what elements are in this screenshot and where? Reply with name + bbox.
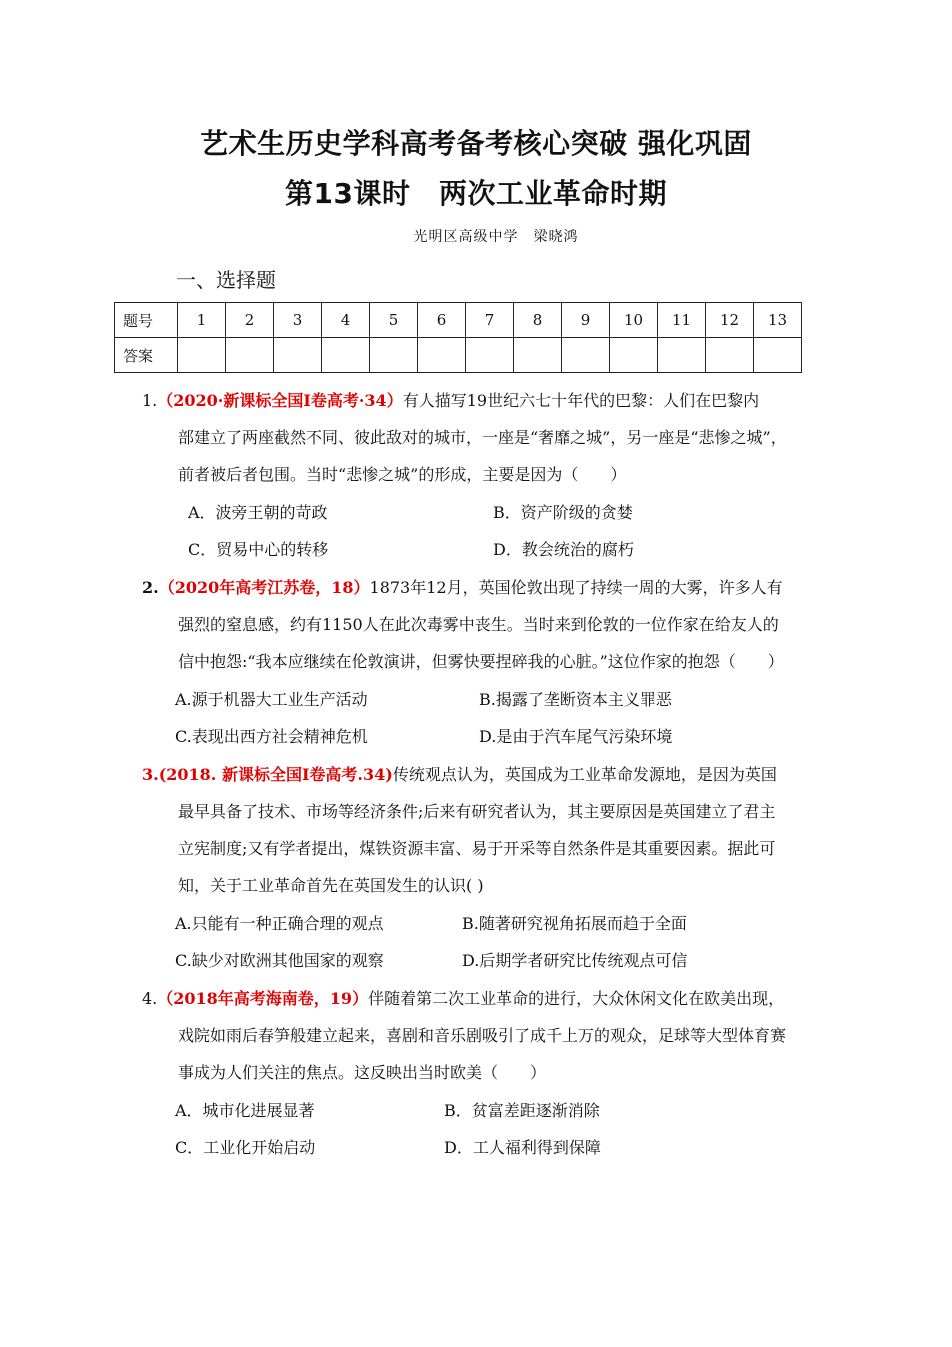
question-text: 戏院如雨后春笋般建立起来，喜剧和音乐剧吸引了成千上万的观众，足球等大型体育赛 [178, 1026, 787, 1045]
answer-cell[interactable] [754, 338, 802, 373]
answer-cell[interactable] [274, 338, 322, 373]
option-d[interactable]: D．教会统治的腐朽 [493, 540, 634, 559]
question-text: 伴随着第二次工业革命的进行，大众休闲文化在欧美出现， [368, 989, 785, 1008]
question-number-row [115, 303, 802, 338]
option-b[interactable]: B.揭露了垄断资本主义罪恶 [479, 690, 672, 709]
question-number: 2. [142, 578, 159, 597]
question-text: 前者被后者包围。当时“悲惨之城”的形成，主要是因为（ ） [178, 465, 627, 484]
question-text: 强烈的窒息感，约有1150人在此次毒雾中丧生。当时来到伦敦的一位作家在给友人的 [178, 615, 779, 634]
option-b[interactable]: B．贫富差距逐渐消除 [444, 1101, 600, 1120]
question-text: 部建立了两座截然不同、彼此敌对的城市，一座是“奢靡之城”，另一座是“悲惨之城”， [178, 428, 787, 447]
question-text: 有人描写19世纪六七十年代的巴黎：人们在巴黎内 [402, 391, 760, 410]
option-c[interactable]: C.表现出西方社会精神危机 [175, 727, 368, 746]
answer-table [114, 302, 802, 373]
author-line: 光明区高级中学 梁晓鸿 [413, 229, 579, 245]
answer-cell[interactable] [370, 338, 418, 373]
row-label-answer: 答案 [115, 338, 178, 373]
page-title: 艺术生历史学科高考备考核心突破 强化巩固 [200, 127, 752, 160]
question-text: 信中抱怨:“我本应继续在伦敦演讲，但雾快要捏碎我的心脏。”这位作家的抱怨（ ） [178, 652, 784, 671]
question-text: 最早具备了技术、市场等经济条件;后来有研究者认为，其主要原因是英国建立了君主 [178, 802, 776, 821]
answer-cell[interactable] [226, 338, 274, 373]
question-number-cell: 10 [610, 303, 658, 338]
row-label-number: 题号 [115, 303, 178, 338]
question-number-cell: 3 [274, 303, 322, 338]
question-text: 知，关于工业革命首先在英国发生的认识( ) [178, 876, 484, 895]
section-heading: 一、选择题 [176, 268, 276, 292]
option-d[interactable]: D.是由于汽车尾气污染环境 [479, 727, 673, 746]
option-b[interactable]: B．资产阶级的贪婪 [493, 503, 633, 522]
answer-cell[interactable] [466, 338, 514, 373]
answer-cell[interactable] [178, 338, 226, 373]
question-text: 事成为人们关注的焦点。这反映出当时欧美（ ） [178, 1063, 547, 1082]
option-c[interactable]: C.缺少对欧洲其他国家的观察 [175, 951, 384, 970]
question-text: 立宪制度;又有学者提出，煤铁资源丰富、易于开采等自然条件是其重要因素。据此可 [178, 839, 776, 858]
option-d[interactable]: D.后期学者研究比传统观点可信 [462, 951, 688, 970]
question-number-cell: 2 [226, 303, 274, 338]
answer-cell[interactable] [562, 338, 610, 373]
question-number-cell: 1 [178, 303, 226, 338]
question-text: 传统观点认为，英国成为工业革命发源地，是因为英国 [392, 765, 777, 784]
question-number-cell: 5 [370, 303, 418, 338]
answer-cell[interactable] [610, 338, 658, 373]
option-d[interactable]: D．工人福利得到保障 [444, 1138, 601, 1157]
question-number-cell: 11 [658, 303, 706, 338]
answer-cell[interactable] [418, 338, 466, 373]
question-number-cell: 13 [754, 303, 802, 338]
question-number-cell: 8 [514, 303, 562, 338]
answer-cell[interactable] [322, 338, 370, 373]
option-a[interactable]: A.只能有一种正确合理的观点 [175, 914, 384, 933]
option-a[interactable]: A．城市化进展显著 [175, 1101, 315, 1120]
option-a[interactable]: A．波旁王朝的苛政 [188, 503, 328, 522]
option-a[interactable]: A.源于机器大工业生产活动 [175, 690, 368, 709]
question-source: （2018年高考海南卷，19） [157, 989, 369, 1008]
option-c[interactable]: C．贸易中心的转移 [188, 540, 329, 559]
question-text: 1873年12月，英国伦敦出现了持续一周的大雾，许多人有 [369, 578, 783, 597]
answer-cell[interactable] [658, 338, 706, 373]
question-number: 3. [142, 765, 159, 784]
question-source: （2020年高考江苏卷，18） [158, 578, 370, 597]
question-number-cell: 4 [322, 303, 370, 338]
option-b[interactable]: B.随著研究视角拓展而趋于全面 [462, 914, 687, 933]
question-source: （2020·新课标全国Ⅰ卷高考·34） [157, 391, 403, 410]
question-number-cell: 12 [706, 303, 754, 338]
question-number: 4. [142, 989, 158, 1008]
question-number-cell: 6 [418, 303, 466, 338]
question-number-cell: 7 [466, 303, 514, 338]
option-c[interactable]: C．工业化开始启动 [175, 1138, 316, 1157]
question-source: (2018. 新课标全国Ⅰ卷高考.34) [158, 765, 393, 784]
lesson-title: 第13课时 两次工业革命时期 [285, 177, 667, 210]
question-number: 1. [142, 391, 158, 410]
question-number-cell: 9 [562, 303, 610, 338]
answer-row [115, 338, 802, 373]
answer-cell[interactable] [706, 338, 754, 373]
answer-cell[interactable] [514, 338, 562, 373]
